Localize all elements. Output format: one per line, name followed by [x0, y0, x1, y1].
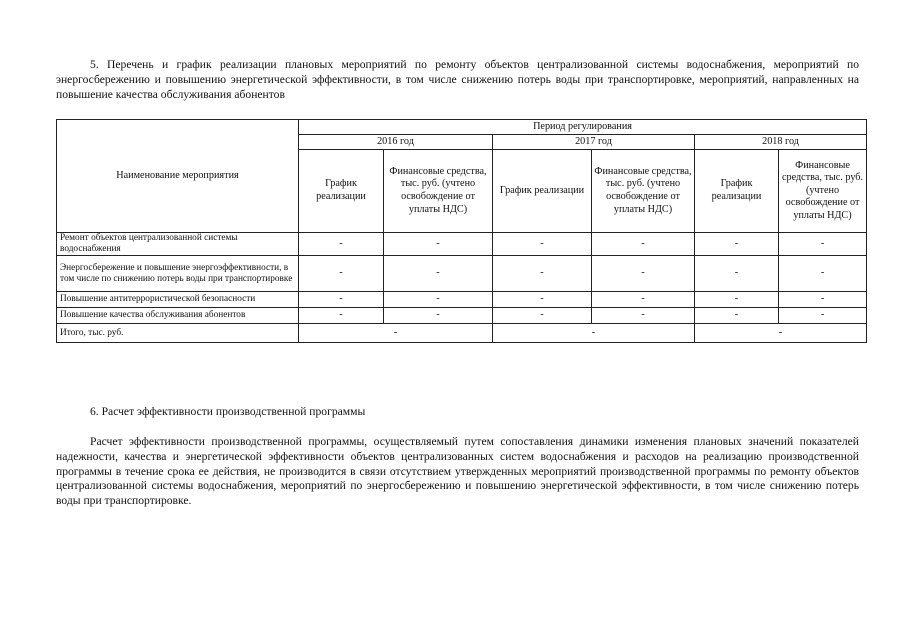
- table-total-row: [57, 324, 867, 343]
- column-header-activity-name: Наименование мероприятия: [57, 120, 299, 233]
- table-cell: -: [695, 292, 779, 308]
- table-row: [57, 308, 867, 324]
- table-cell: -: [299, 292, 384, 308]
- table-cell: -: [299, 256, 384, 292]
- table-row: [57, 233, 867, 256]
- table-cell: -: [384, 292, 493, 308]
- row-name: Энергосбережение и повышение энергоэффективности, в том числе по снижению потерь воды при транспортировке: [57, 256, 299, 292]
- total-label: Итого, тыс. руб.: [57, 324, 299, 343]
- table-cell: -: [592, 233, 695, 256]
- column-header-year-2017: 2017 год: [493, 135, 695, 150]
- section-6-paragraph: Расчет эффективности производственной программы, осуществляемый путем сопоставления динамики изменения плановых значений показателей надежности, качества и энергетической эффективности объектов централизованных систем водоснабжения и расходов на реализацию производственной программы в течение срока ее действия, не производится в связи отсутствием утвержденных мероприятий производственной программы по ремонту объектов централизованной системы водоснабжения, мероприятий по энергосбережению и повышению энергетической эффективности, в том числе снижению потерь воды при транспортировке.: [56, 435, 859, 508]
- table-cell: -: [779, 308, 867, 324]
- table-cell: -: [493, 233, 592, 256]
- column-header-year-2016: 2016 год: [299, 135, 493, 150]
- column-header-schedule: График реализации: [695, 150, 779, 233]
- row-name: Повышение антитеррористической безопасности: [57, 292, 299, 308]
- column-header-finance: Финансовые средства, тыс. руб. (учтено освобождение от уплаты НДС): [779, 150, 867, 233]
- table-cell: -: [592, 292, 695, 308]
- table-cell: -: [592, 256, 695, 292]
- activities-table: [56, 119, 867, 343]
- table-cell: -: [299, 233, 384, 256]
- table-cell: -: [779, 256, 867, 292]
- table-cell: -: [384, 233, 493, 256]
- table-row: [57, 256, 867, 292]
- table-cell: -: [493, 256, 592, 292]
- row-name: Ремонт объектов централизованной системы водоснабжения: [57, 233, 299, 256]
- column-header-regulation-period: Период регулирования: [299, 120, 867, 135]
- table-cell: -: [779, 292, 867, 308]
- column-header-schedule: График реализации: [493, 150, 592, 233]
- total-cell-2016: -: [299, 324, 493, 343]
- column-header-schedule: График реализации: [299, 150, 384, 233]
- section-5-paragraph: 5. Перечень и график реализации плановых мероприятий по ремонту объектов централизованной системы водоснабжения, мероприятий по энергосбережению и повышению энергетической эффективности, в том числе снижению потерь воды при транспортировке, мероприятий, направленных на повышение качества обслуживания абонентов: [56, 58, 859, 101]
- column-header-finance: Финансовые средства, тыс. руб. (учтено освобождение от уплаты НДС): [384, 150, 493, 233]
- table-cell: -: [779, 233, 867, 256]
- total-cell-2017: -: [493, 324, 695, 343]
- row-name: Повышение качества обслуживания абонентов: [57, 308, 299, 324]
- table-cell: -: [592, 308, 695, 324]
- table-cell: -: [695, 256, 779, 292]
- table-cell: -: [384, 256, 493, 292]
- table-row: [57, 292, 867, 308]
- table-cell: -: [384, 308, 493, 324]
- column-header-year-2018: 2018 год: [695, 135, 867, 150]
- total-cell-2018: -: [695, 324, 867, 343]
- table-cell: -: [695, 308, 779, 324]
- table-cell: -: [493, 308, 592, 324]
- table-cell: -: [493, 292, 592, 308]
- table-cell: -: [695, 233, 779, 256]
- table-cell: -: [299, 308, 384, 324]
- column-header-finance: Финансовые средства, тыс. руб. (учтено освобождение от уплаты НДС): [592, 150, 695, 233]
- section-6-heading: 6. Расчет эффективности производственной программы: [90, 405, 366, 418]
